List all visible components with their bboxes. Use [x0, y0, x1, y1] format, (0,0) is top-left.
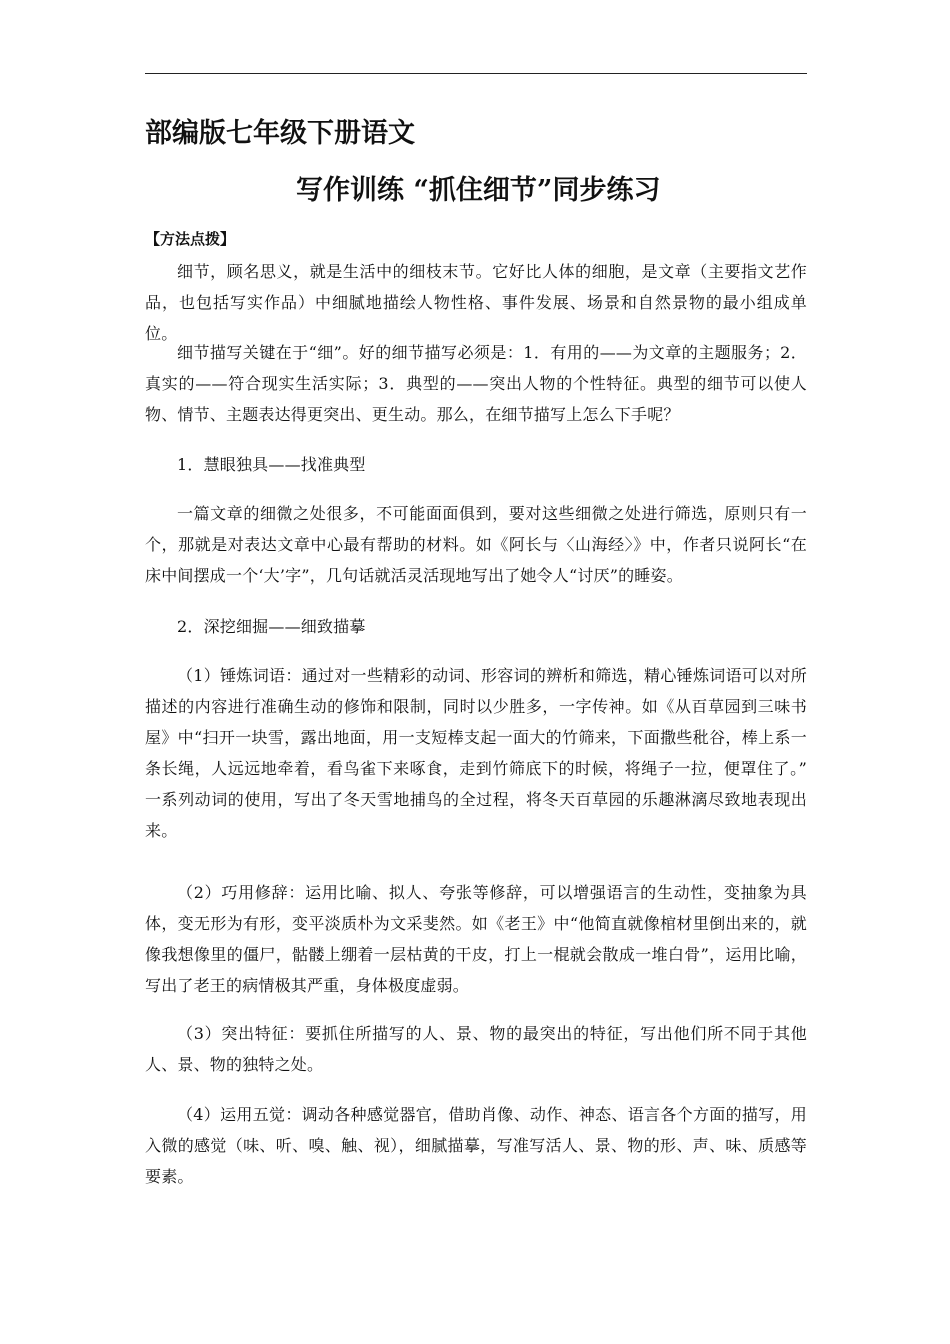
paragraph-definition: 细节，顾名思义，就是生活中的细枝末节。它好比人体的细胞，是文章（主要指文艺作品，也包括写实作品）中细腻地描绘人物性格、事件发展、场景和自然景物的最小组成单位。: [145, 262, 807, 343]
paragraph-typical: 一篇文章的细微之处很多，不可能面面俱到，要对这些细微之处进行筛选，原则只有一个，那就是对表达文章中心最有帮助的材料。如《阿长与〈山海经〉》中，作者只说阿长“在床中间摆成一个‘大’字”，几句话就活灵活现地写出了她令人“讨厌”的睡姿。: [145, 504, 807, 585]
document-subtitle: 写作训练 “抓住细节”同步练习: [296, 175, 661, 206]
subheading-detailed: 2．深挖细掘——细致描摹: [177, 617, 366, 636]
paragraph-key-points: 细节描写关键在于“细”。好的细节描写必须是：1．有用的——为文章的主题服务；2．真实的——符合现实生活实际；3．典型的——突出人物的个性特征。典型的细节可以使人物、情节、主题表达得更突出、更生动。那么，在细节描写上怎么下手呢？: [145, 343, 807, 424]
paragraph-rhetoric: （2）巧用修辞：运用比喻、拟人、夸张等修辞，可以增强语言的生动性，变抽象为具体，变无形为有形，变平淡质朴为文采斐然。如《老王》中“他简直就像棺材里倒出来的，就像我想像里的僵尸，骷髅上绷着一层枯黄的干皮，打上一棍就会散成一堆白骨”，运用比喻，写出了老王的病情极其严重，身体极度虚弱。: [145, 883, 807, 995]
paragraph-word-refinement: （1）锤炼词语：通过对一些精彩的动词、形容词的辨析和筛选，精心锤炼词语可以对所描述的内容进行准确生动的修饰和限制，同时以少胜多，一字传神。如《从百草园到三味书屋》中“扫开一块雪，露出地面，用一支短棒支起一面大的竹筛来，下面撒些秕谷，棒上系一条长绳，人远远地牵着，看鸟雀下来啄食，走到竹筛底下的时候，将绳子一拉，便罩住了。” 一系列动词的使用，写出了冬天雪地捕鸟的全过程，将冬天百草园的乐趣淋漓尽致地表现出来。: [145, 666, 807, 840]
section-heading: 【方法点拨】: [145, 230, 236, 248]
paragraph-features: （3）突出特征：要抓住所描写的人、景、物的最突出的特征，写出他们所不同于其他人、景、物的独特之处。: [145, 1024, 807, 1074]
paragraph-five-senses: （4）运用五觉：调动各种感觉器官，借助肖像、动作、神态、语言各个方面的描写，用入微的感觉（味、听、嗅、触、视），细腻描摹，写准写活人、景、物的形、声、味、质感等要素。: [145, 1105, 807, 1186]
document-title: 部编版七年级下册语文: [145, 118, 415, 149]
subheading-typical: 1．慧眼独具——找准典型: [177, 455, 366, 474]
header-rule: [145, 73, 807, 74]
